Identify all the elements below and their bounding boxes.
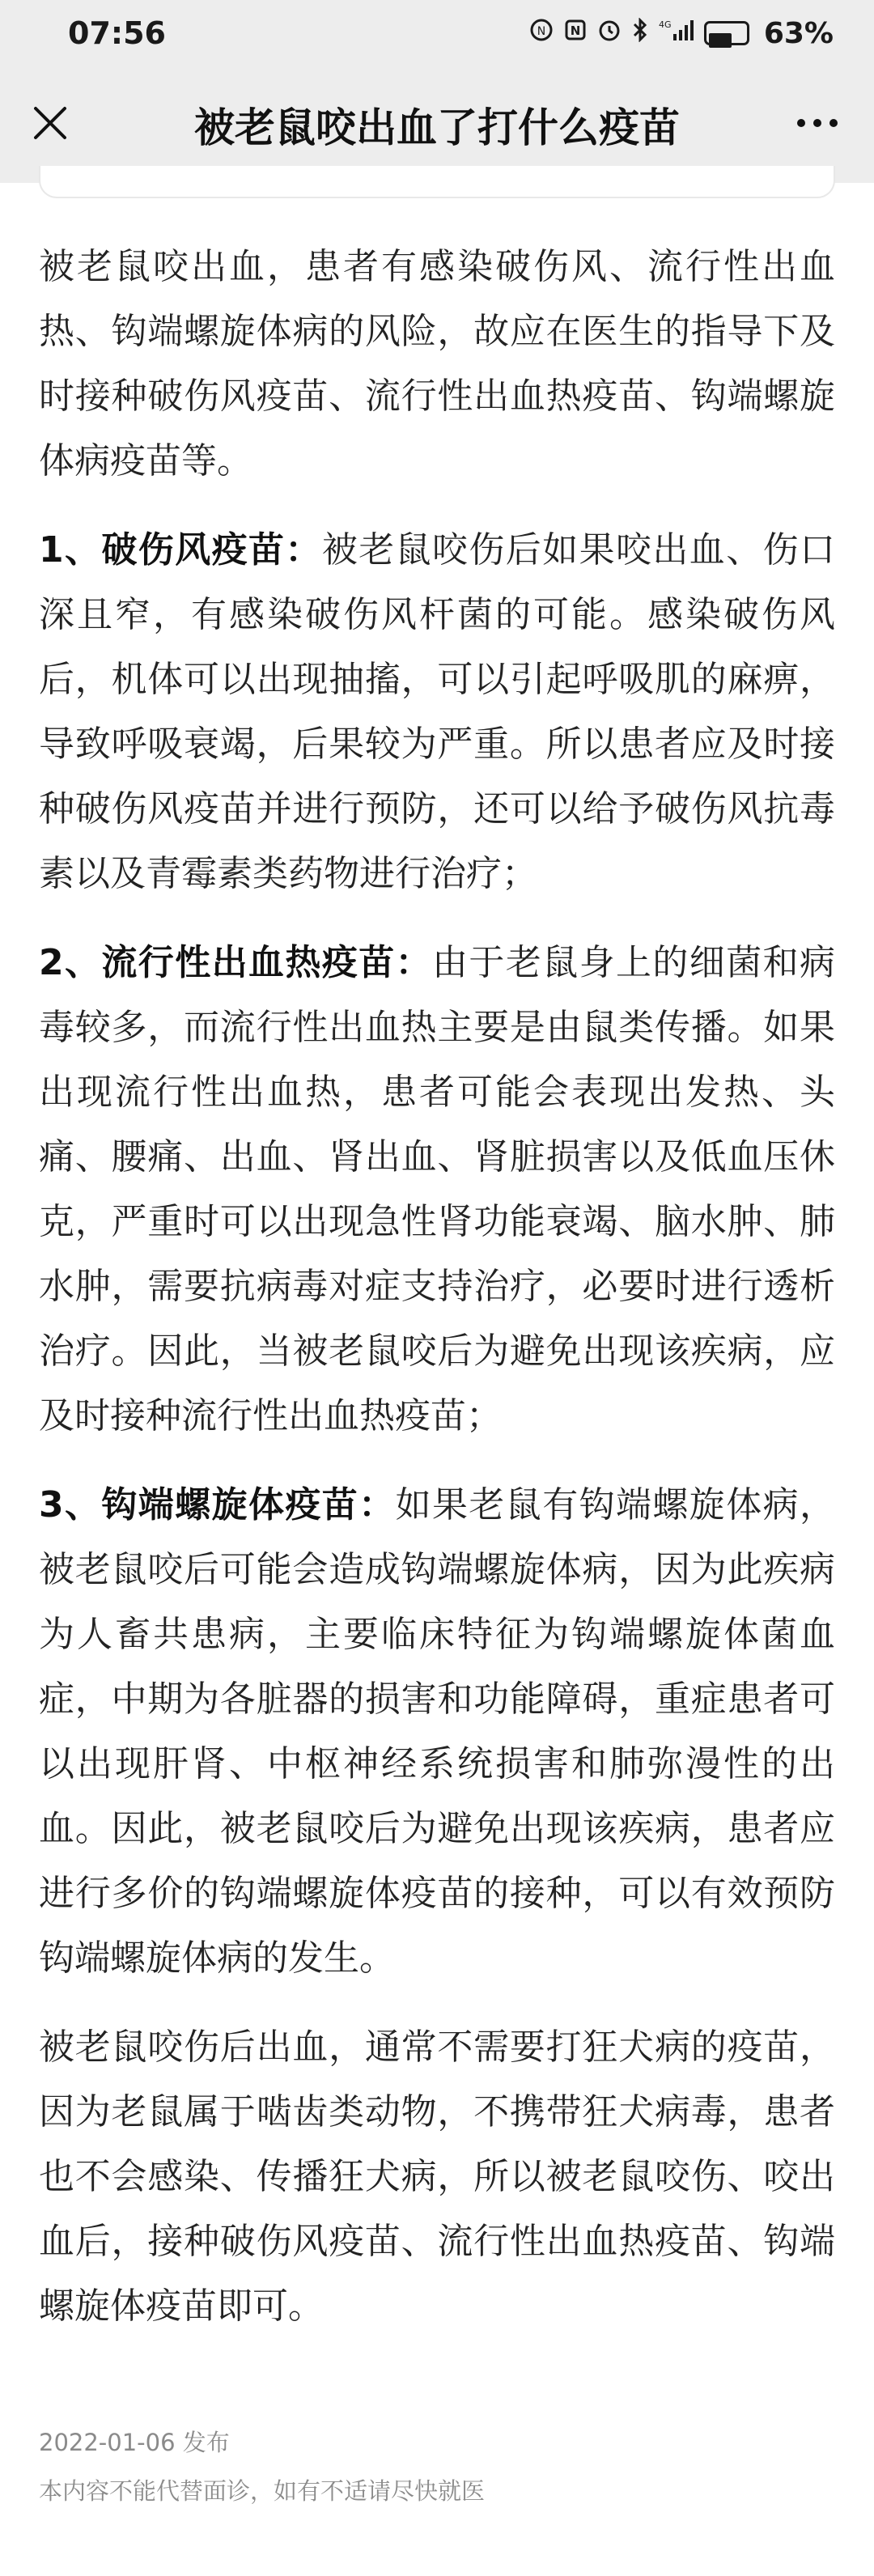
battery-icon <box>704 21 749 45</box>
bluetooth-icon <box>631 18 649 49</box>
page-title: 被老鼠咬出血了打什么疫苗 <box>194 104 680 151</box>
svg-text:N: N <box>570 23 581 38</box>
disclaimer: 本内容不能代替面诊，如有不适请尽快就医 <box>39 2477 486 2505</box>
article-meta <box>39 2425 835 2509</box>
status-bar <box>0 0 874 66</box>
alarm-icon <box>597 18 622 49</box>
more-icon-dot <box>829 119 838 127</box>
publish-date: 2022-01-06 发布 <box>39 2429 230 2456</box>
mute-icon <box>563 18 588 49</box>
section-tetanus <box>39 518 835 906</box>
battery-percent: 63% <box>763 16 834 50</box>
section-leptospira <box>39 1473 835 1991</box>
section-heading: 2、流行性出血热疫苗： <box>39 942 433 983</box>
section-text: 如果老鼠有钩端螺旋体病，被老鼠咬后可能会造成钩端螺旋体病，因为此疾病为人畜共患病，主要临床特征为钩端螺旋体菌血症，中期为各脏器的损害和功能障碍，重症患者可以出现肝肾、中枢神经系统损害和肺弥漫性的出血。因此，被老鼠咬后为避免出现该疾病，患者应进行多价的钩端螺旋体疫苗的接种，可以有效预防钩端螺旋体病的发生。 <box>39 1484 835 1979</box>
section-heading: 1、破伤风疫苗： <box>39 529 322 571</box>
section-heading: 3、钩端螺旋体疫苗： <box>39 1484 396 1526</box>
svg-text:N: N <box>537 25 546 38</box>
article-conclusion: 被老鼠咬伤后出血，通常不需要打狂犬病的疫苗，因为老鼠属于啮齿类动物，不携带狂犬病毒，患者也不会感染、传播狂犬病，所以被老鼠咬伤、咬出血后，接种破伤风疫苗、流行性出血热疫苗、钩端螺旋体疫苗即可。 <box>39 2026 835 2327</box>
status-icons <box>529 17 834 50</box>
more-icon-dot <box>813 119 821 127</box>
article-intro: 被老鼠咬出血，患者有感染破伤风、流行性出血热、钩端螺旋体病的风险，故应在医生的指导下及时接种破伤风疫苗、流行性出血热疫苗、钩端螺旋体病疫苗等。 <box>39 246 835 482</box>
previous-card-edge <box>39 166 835 198</box>
more-icon <box>797 119 805 127</box>
more-options-button[interactable] <box>785 97 850 149</box>
nfc-icon <box>529 18 554 49</box>
close-icon <box>32 105 68 141</box>
section-text: 被老鼠咬伤后如果咬出血、伤口深且窄，有感染破伤风杆菌的可能。感染破伤风后，机体可以出现抽搐，可以引起呼吸肌的麻痹，导致呼吸衰竭，后果较为严重。所以患者应及时接种破伤风疫苗并进行预防，还可以给予破伤风抗毒素以及青霉素类药物进行治疗； <box>39 529 835 894</box>
section-text: 由于老鼠身上的细菌和病毒较多，而流行性出血热主要是由鼠类传播。如果出现流行性出血热，患者可能会表现出发热、头痛、腰痛、出血、肾出血、肾脏损害以及低血压休克，严重时可以出现急性肾功能衰竭、脑水肿、肺水肿，需要抗病毒对症支持治疗，必要时进行透析治疗。因此，当被老鼠咬后为避免出现该疾病，应及时接种流行性出血热疫苗； <box>39 942 836 1437</box>
battery-fill <box>709 33 732 48</box>
section-hemorrhagic-fever <box>39 931 835 1449</box>
status-time: 07:56 <box>68 15 166 51</box>
signal-icon <box>659 18 694 49</box>
close-button[interactable] <box>24 97 76 149</box>
article-body <box>39 235 835 2363</box>
network-type-label: 4G <box>658 19 672 30</box>
